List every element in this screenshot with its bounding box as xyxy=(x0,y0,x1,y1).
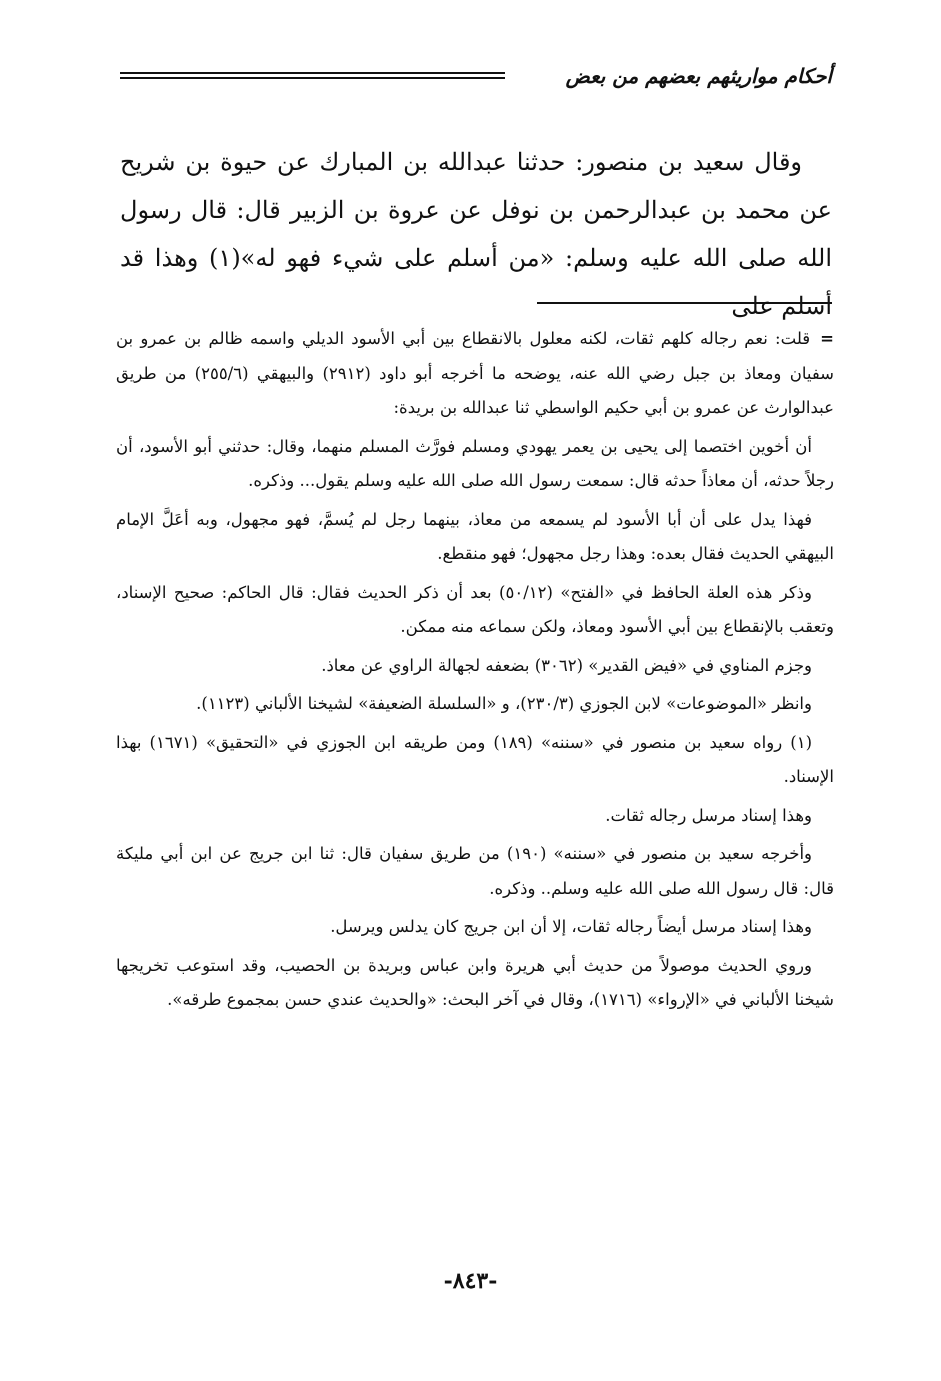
footnote-paragraph: وذكر هذه العلة الحافظ في «الفتح» (٥٠/١٢) بعد أن ذكر الحديث فقال: قال الحاكم: صحيح الإسناد، وتعقب بالإنقطاع بين أبي الأسود ومعاذ، ولكن سماعه منه ممكن. xyxy=(116,582,834,636)
footnote-paragraph: فهذا يدل على أن أبا الأسود لم يسمعه من معاذ، بينهما رجل لم يُسمَّ، فهو مجهول، وبه أعَلَّ الإمام البيهقي الحديث فقال بعده: وهذا رجل مجهول؛ فهو منقطع. xyxy=(116,509,834,563)
footnote-paragraph: وأخرجه سعيد بن منصور في «سننه» (١٩٠) من طريق سفيان قال: ثنا ابن جريج عن ابن أبي مليكة قال: قال رسول الله صلى الله عليه وسلم.. وذكره. xyxy=(116,844,834,898)
main-paragraph: وقال سعيد بن منصور: حدثنا عبدالله بن المبارك عن حيوة بن شريح عن محمد بن عبدالرحمن بن نوفل عن عروة بن الزبير قال: قال رسول الله صلى الله عليه وسلم: «من أسلم على شيء فهو له»(١) وهذا قد أسلم على xyxy=(120,148,832,320)
footnotes-block xyxy=(116,322,834,1022)
footnote-paragraph: وروي الحديث موصولاً من حديث أبي هريرة وابن عباس وبريدة بن الحصيب، وقد استوعب تخريجها شيخنا الألباني في «الإرواء» (١٧١٦)، وقال في آخر البحث: «والحديث عندي حسن بمجموع طرقه». xyxy=(116,955,834,1009)
footnote-paragraph xyxy=(116,322,834,426)
page-number: -٨٤٣- xyxy=(443,1268,498,1294)
footnote-paragraph: وانظر «الموضوعات» لابن الجوزي (٢٣٠/٣)، و «السلسلة الضعيفة» لشيخنا الألباني (١١٢٣). xyxy=(196,694,812,713)
running-header xyxy=(120,60,832,100)
continuation-mark: = xyxy=(820,329,834,348)
footnote-paragraph: أن أخوين اختصما إلى يحيى بن يعمر يهودي ومسلم فورَّث المسلم منهما، وقال: حدثني أبو الأسود، أن رجلاً حدثه، أن معاذاً حدثه قال: سمعت رسول الله صلى الله عليه وسلم يقول... وذكره. xyxy=(116,436,834,490)
footnote-paragraph: وهذا إسناد مرسل أيضاً رجاله ثقات، إلا أن ابن جريج كان يدلس ويرسل. xyxy=(330,917,812,936)
footnote-text: قلت: نعم رجاله كلهم ثقات، لكنه معلول بالانقطاع بين أبي الأسود الديلي واسمه ظالم بن عمرو بن سفيان ومعاذ بن جبل رضي الله عنه، يوضحه ما أخرجه أبو داود (٢٩١٢) والبيهقي (٢٥٥/٦) من طريق عبدالوارث عن عمرو بن أبي حكيم الواسطي ثنا عبدالله بن بريدة: xyxy=(116,329,834,417)
footnote-separator xyxy=(537,302,832,304)
footnote-paragraph: وجزم المناوي في «فيض القدير» (٣٠٦٢) بضعفه لجهالة الراوي عن معاذ. xyxy=(321,655,812,675)
footnote-paragraph: وهذا إسناد مرسل رجاله ثقات. xyxy=(605,805,812,825)
header-double-rule xyxy=(120,72,505,79)
footnote-1: (١) رواه سعيد بن منصور في «سننه» (١٨٩) ومن طريقه ابن الجوزي في «التحقيق» (١٦٧١) بهذا الإسناد. xyxy=(116,732,834,786)
running-title: أحكام مواريثهم بعضهم من بعض xyxy=(565,64,832,88)
